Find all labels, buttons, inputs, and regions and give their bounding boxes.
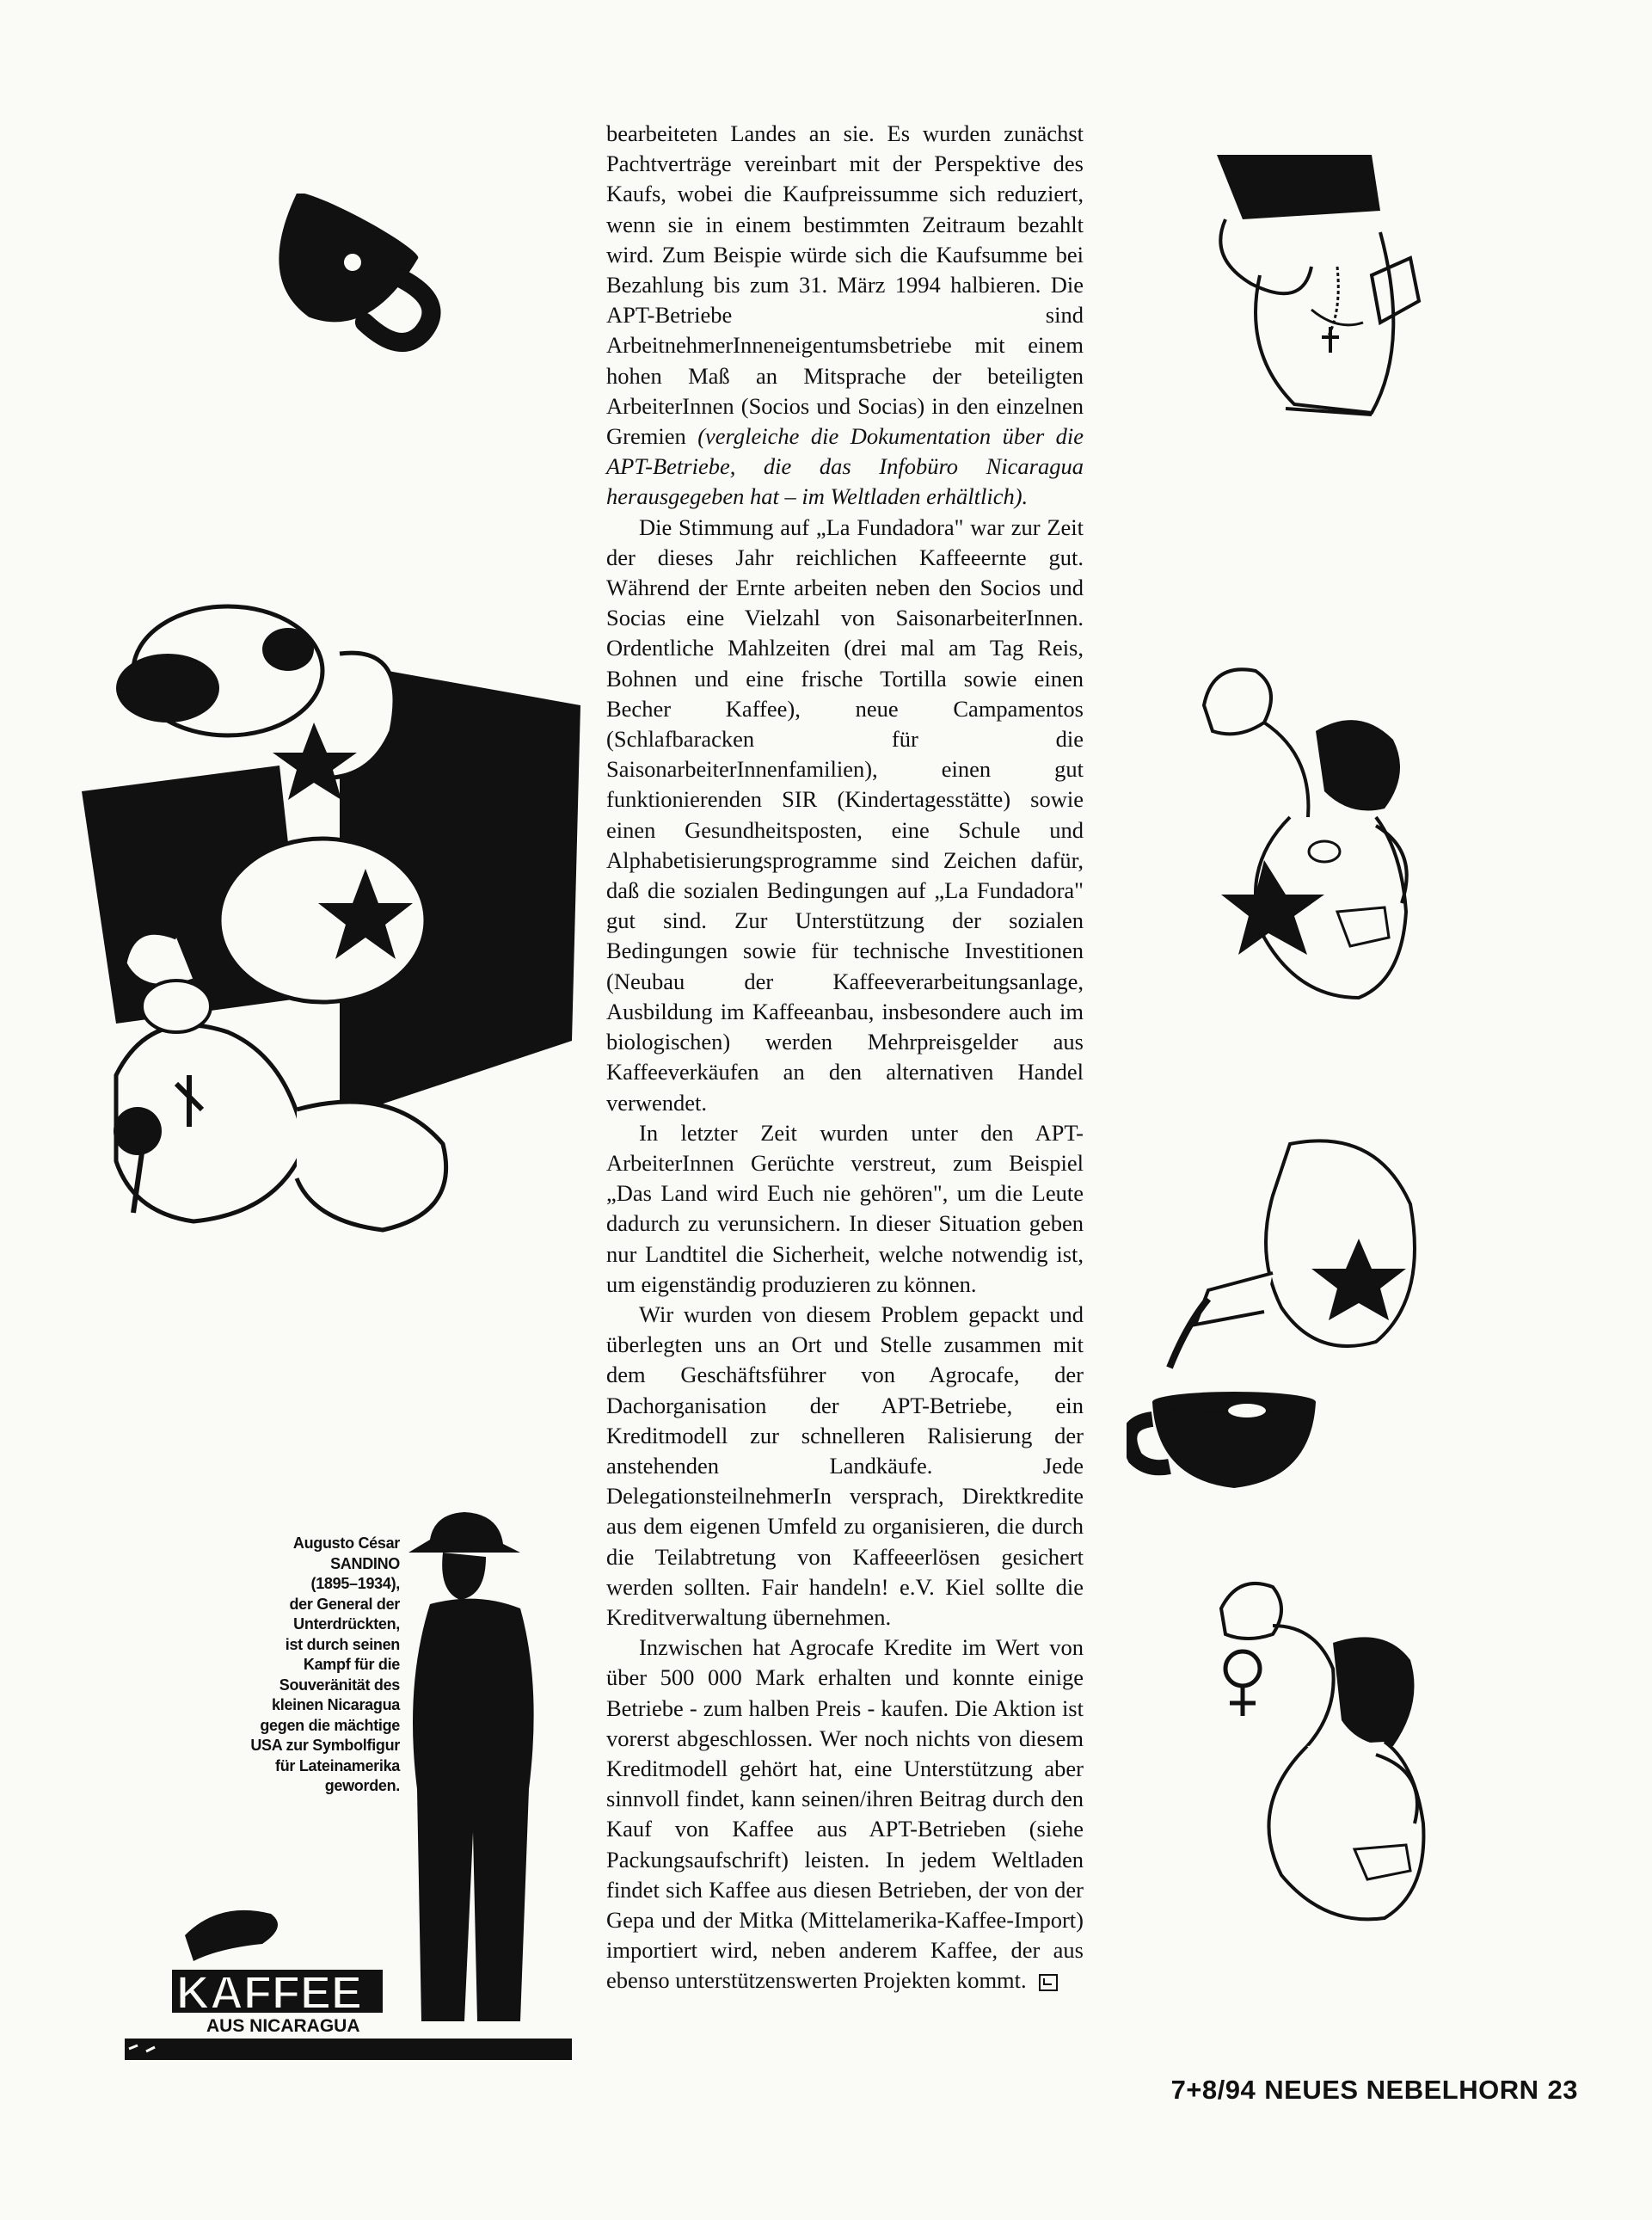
- end-of-article-icon: [1039, 1974, 1058, 1991]
- coffeepot-character-illustration-top-right: [1191, 138, 1440, 430]
- kaffee-aus-nicaragua-logo: [125, 1866, 572, 2060]
- issue-number: 7+8/94: [1170, 2075, 1256, 2105]
- coffeepot-character-illustration-bottom-right: [1204, 1574, 1453, 1935]
- kaffee-logo-word: KAFFEE: [176, 1967, 362, 2019]
- article-paragraph: Inzwischen hat Agrocafe Kredite im Wert von über 500 000 Mark erhalten und konnte einige Betriebe - zum halben Preis - kaufen. Die Aktion ist vorerst abgeschlossen. Wer noch nichts von diesem Kreditmodell gehört hat, eine Unterstützung aber sinnvoll findet, kann seinen/ihren Beitrag durch den Kauf von Kaffee aus APT-Betrieben (siehe Packungsaufschrift) leisten. In jedem Weltladen findet sich Kaffee aus diesen Betrieben, der von der Gepa und der Mitka (Mittelamerika-Kaffee-Import) importiert wird, neben anderem Kaffee, der aus ebenso unterstützenswerten Projekten kommt.: [606, 1634, 1084, 1994]
- coffee-cup-illustration-top: [236, 194, 460, 366]
- article-paragraph: Wir wurden von diesem Problem gepackt und überlegten uns an Ort und Stelle zusammen mit dem Geschäftsführer von Agrocafe, der Dachorganisation der APT-Betriebe, ein Kreditmodell zur schnelleren Ralisierung der anstehenden Landkäufe. Jede DelegationsteilnehmerIn versprach, Direktkredite aus dem eigenen Umfeld zu organisieren, die durch die Teilabtretung von Kaffeeerlösen gesichert werden sollten. Fair handeln! e.V. Kiel sollte die Kreditverwaltung übernehmen.: [606, 1301, 1084, 1630]
- coffeepot-pouring-illustration-right: [1127, 1127, 1436, 1497]
- sandino-caption: Augusto César SANDINO (1895–1934), der General der Unterdrückten, ist durch seinen Kampf für die Souveränität des kleinen Nicaragua gegen die mächtige USA zur Symbolfigur für Lateinamerika geworden.: [250, 1534, 400, 1794]
- article-paragraph: Die Stimmung auf „La Fundadora" war zur Zeit der dieses Jahr reichlichen Kaffeeernte gut. Während der Ernte arbeiten neben den Socios und Socias eine Vielzahl von SaisonarbeiterInnen. Ordentliche Mahlzeiten (drei mal am Tag Reis, Bohnen und eine frische Tortilla sowie einen Becher Kaffee), neue Campamentos (Schlafbaracken für die SaisonarbeiterInnenfamilien), einen gut funktionierenden SIR (Kindertagesstätte) sowie einen Gesundheitsposten, eine Schule und Alphabetisierungsprogramme sind Zeichen dafür, daß die sozialen Bedingungen auf „La Fundadora" gut sind. Zur Unterstützung der sozialen Bedingungen sowie für technische Investitionen (Neubau der Kaffeeverarbeitungsanlage, Ausbildung im Kaffeeanbau, insbesondere auch im biologischen) werden Mehrpreisgelder aus Kaffeeverkäufen an den alternativen Handel verwendet.: [606, 513, 1084, 1116]
- article-paragraph: bearbeiteten Landes an sie. Es wurden zunächst Pachtverträge vereinbart mit der Perspektive des Kaufs, wobei die Kaufpreissumme sich reduziert, wenn sie in einem bestimmten Zeitraum bezahlt wird. Zum Beispie würde sich die Kaufsumme bei Bezahlung bis zum 31. März 1994 halbieren. Die APT-Betriebe sind ArbeitnehmerInneneigentumsbetriebe mit einem hohen Maß an Mitsprache der beteiligten ArbeiterInnen (Socios und Socias) in den einzelnen Gremien (vergleiche die Dokumentation über die APT-Betriebe, die das Infobüro Nicaragua herausgegeben hat – im Weltladen erhältlich).: [606, 120, 1084, 510]
- article-body: [606, 119, 1084, 1996]
- page-number: 23: [1547, 2075, 1578, 2105]
- magazine-title: NEUES NEBELHORN: [1264, 2075, 1539, 2105]
- article-paragraph: In letzter Zeit wurden unter den APT-ArbeiterInnen Gerüchte verstreut, zum Beispiel „Das Land wird Euch nie gehören", um die Leute dadurch zu verunsichern. In dieser Situation geben nur Landtitel die Sicherheit, welche notwendig ist, um eigenständig produzieren zu können.: [606, 1119, 1084, 1297]
- kaffee-logo-sub: AUS NICARAGUA: [206, 2016, 360, 2036]
- italic-note: (vergleiche die Dokumentation über die APT-Betriebe, die das Infobüro Nicaragua herausgegeben hat – im Weltladen erhältlich).: [606, 423, 1084, 510]
- coffeepot-band-illustration-left: [82, 593, 589, 1256]
- page-footer: [1163, 2075, 1578, 2106]
- coffeepot-character-illustration-right-middle: [1187, 654, 1445, 1015]
